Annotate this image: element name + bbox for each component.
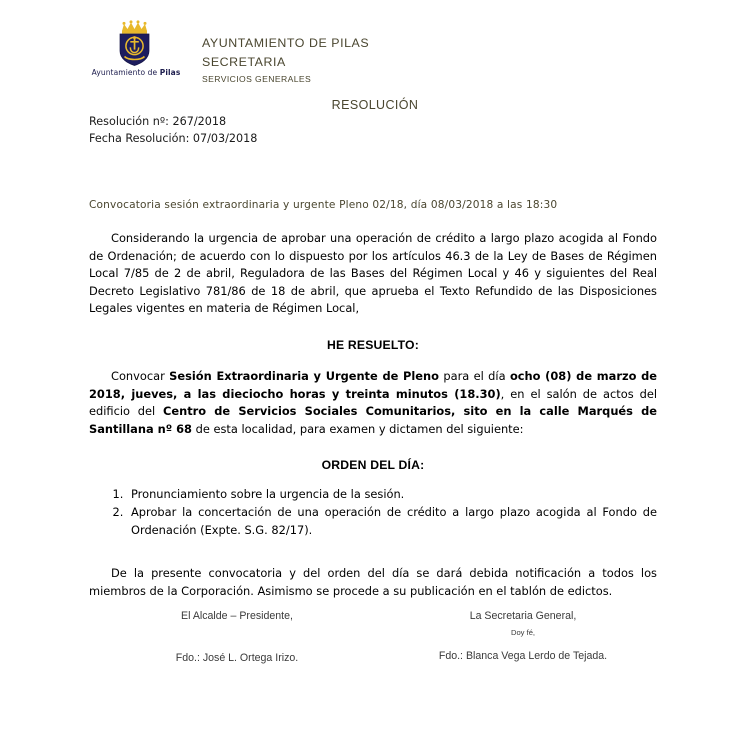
letterhead xyxy=(80,18,680,88)
department-name: SECRETARIA xyxy=(202,55,286,69)
signature-right xyxy=(389,608,657,664)
convocar-paragraph xyxy=(89,368,657,438)
signature-left xyxy=(117,608,357,666)
signature-attestation: Doy fé, xyxy=(510,628,536,637)
considerando-paragraph: Considerando la urgencia de aprobar una operación de crédito a largo plazo acogida al Fondo de Ordenación; de acuerdo con lo dispuesto por los artículos 46.3 de la Ley de Bases de Régimen Local 7/85 de 2 de abril, Reguladora de las Bases del Régimen Local y 46 y siguientes del Real Decreto Legislativo 781/86 de 18 de abril, que aprueba el Texto Refundido de las Disposiciones Legales vigentes en materia de Régimen Local, xyxy=(89,231,657,316)
municipal-logo xyxy=(80,18,192,77)
signature-block xyxy=(89,608,657,678)
orden-del-dia-list xyxy=(89,486,657,539)
convocar-text-4: de esta localidad, para examen y dictamen del siguiente: xyxy=(191,421,524,436)
coat-of-arms-shield-icon xyxy=(80,18,192,68)
convocar-text-3: , en el salón de actos del edificio del xyxy=(89,386,657,419)
convocar-bold-2: ocho (08) de marzo de 2018, jueves, a las dieciocho horas y treinta minutos (18.30) xyxy=(89,368,658,401)
convocatoria-subtitle: Convocatoria sesión extraordinaria y urgente Pleno 02/18, día 08/03/2018 a las 18:30 xyxy=(89,199,558,211)
resolution-metadata xyxy=(89,113,257,147)
page-title: RESOLUCIÓN xyxy=(331,98,419,112)
resolution-date: Fecha Resolución: 07/03/2018 xyxy=(89,132,258,145)
logo-caption-bold: Pilas xyxy=(159,68,181,77)
convocar-text-1: Convocar xyxy=(111,368,170,383)
closing-paragraph: De la presente convocatoria y del orden del día se dará debida notificación a todos los miembros de la Corporación. Asimismo se procede a su publicación en el tablón de edictos. xyxy=(89,566,657,598)
logo-caption-prefix: Ayuntamiento de xyxy=(91,68,160,77)
signature-left-name: Fdo.: José L. Ortega Irizo. xyxy=(175,652,299,664)
convocar-bold-3: Centro de Servicios Sociales Comunitarios, sito en la calle Marqués de Santillana nº 68 xyxy=(89,404,657,436)
orden-del-dia-heading: ORDEN DEL DÍA: xyxy=(321,458,425,473)
list-item: 2. Aprobar la concertación de una operación de crédito a largo plazo acogida al Fondo de Ordenación (Expte. S.G. 82/17). xyxy=(127,504,657,539)
signature-left-role: El Alcalde – Presidente, xyxy=(181,610,293,622)
signature-right-role: La Secretaria General, xyxy=(469,610,577,622)
organization-name: AYUNTAMIENTO DE PILAS xyxy=(202,36,370,50)
he-resuelto-heading: HE RESUELTO: xyxy=(326,337,419,352)
resolution-number: Resolución nº: 267/2018 xyxy=(89,115,227,128)
list-item: 1. Pronunciamiento sobre la urgencia de la sesión. xyxy=(127,486,657,504)
logo-caption xyxy=(80,68,192,77)
document-body xyxy=(89,230,657,600)
subdepartment-name: SERVICIOS GENERALES xyxy=(202,74,312,84)
convocar-text-2: para el día xyxy=(438,368,510,383)
letterhead-text xyxy=(202,34,369,87)
signature-right-name: Fdo.: Blanca Vega Lerdo de Tejada. xyxy=(438,650,608,662)
convocar-bold-1: Sesión Extraordinaria y Urgente de Pleno xyxy=(169,368,439,383)
